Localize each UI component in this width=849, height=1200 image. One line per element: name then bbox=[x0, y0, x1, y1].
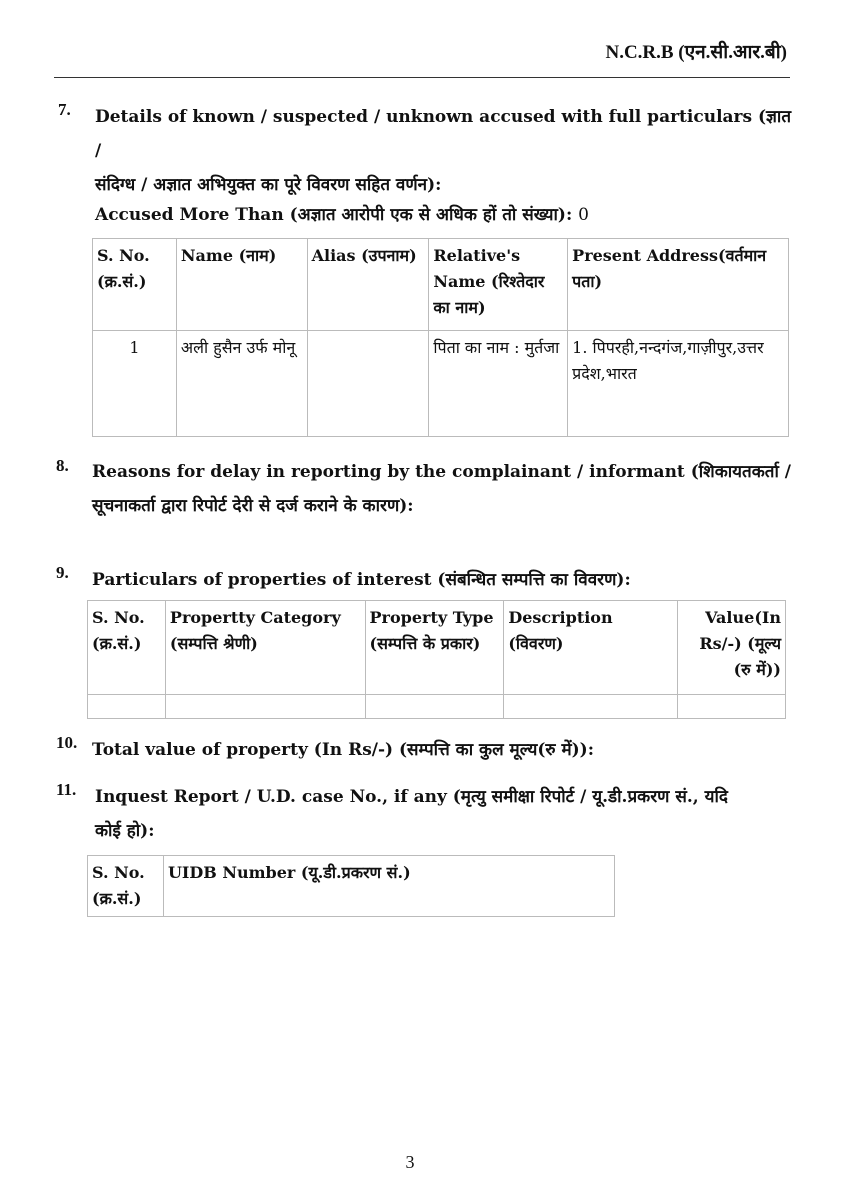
section-11-heading bbox=[95, 780, 795, 848]
section-8-line-2: सूचनाकर्ता द्वारा रिपोर्ट देरी से दर्ज कराने के कारण): bbox=[92, 496, 414, 516]
header-divider bbox=[54, 77, 790, 78]
section-9-number: 9. bbox=[56, 563, 69, 582]
section-10-number: 10. bbox=[56, 733, 78, 752]
empty-cell bbox=[165, 695, 365, 719]
section-7-line-1: Details of known / suspected / unknown accused with full particulars (ज्ञात / bbox=[95, 107, 792, 161]
table-row bbox=[88, 695, 786, 719]
section-7-heading bbox=[95, 100, 795, 202]
cell-name: अली हुसैन उर्फ मोनू bbox=[176, 331, 307, 437]
cell-relative-name: पिता का नाम : मुर्तजा bbox=[429, 331, 568, 437]
accused-more-than-label: Accused More Than (अज्ञात आरोपी एक से अधिक हों तो संख्या): bbox=[95, 205, 573, 225]
cell-sno: 1 bbox=[93, 331, 177, 437]
property-table-header-row bbox=[88, 601, 786, 695]
section-8-line-1: Reasons for delay in reporting by the complainant / informant (शिकायतकर्ता / bbox=[92, 462, 791, 482]
empty-cell bbox=[88, 695, 166, 719]
inquest-table-header-row bbox=[88, 856, 615, 917]
col-header-relative-name: Relative's Name (रिश्तेदार का नाम) bbox=[429, 239, 568, 331]
col-header-property-category: Propertty Category (सम्पत्ति श्रेणी) bbox=[165, 601, 365, 695]
empty-cell bbox=[365, 695, 504, 719]
table-row bbox=[93, 331, 789, 437]
col-header-alias: Alias (उपनाम) bbox=[307, 239, 429, 331]
col-header-name: Name (नाम) bbox=[176, 239, 307, 331]
accused-more-than-value: 0 bbox=[578, 205, 589, 225]
section-7-number: 7. bbox=[58, 100, 71, 119]
col-header-description: Description (विवरण) bbox=[504, 601, 678, 695]
inquest-table bbox=[87, 855, 615, 917]
empty-cell bbox=[504, 695, 678, 719]
section-8-heading bbox=[92, 455, 797, 523]
col-header-property-type: Property Type (सम्पत्ति के प्रकार) bbox=[365, 601, 504, 695]
section-10-heading: Total value of property (In Rs/-) (सम्पत्ति का कुल मूल्य(रु में)): bbox=[92, 740, 594, 760]
section-7-line-2: संदिग्ध / अज्ञात अभियुक्त का पूरे विवरण सहित वर्णन): bbox=[95, 175, 442, 195]
section-11-line-2: कोई हो): bbox=[95, 821, 155, 841]
document-header: N.C.R.B (एन.सी.आर.बी) bbox=[605, 42, 787, 63]
col-header-uidb-number: UIDB Number (यू.डी.प्रकरण सं.) bbox=[163, 856, 614, 917]
accused-table bbox=[92, 238, 789, 437]
cell-alias bbox=[307, 331, 429, 437]
empty-cell bbox=[678, 695, 786, 719]
section-11-number: 11. bbox=[56, 780, 77, 799]
cell-present-address: 1. पिपरही,नन्दगंज,गाज़ीपुर,उत्तर प्रदेश,भारत bbox=[568, 331, 789, 437]
section-11-line-1: Inquest Report / U.D. case No., if any (मृत्यु समीक्षा रिपोर्ट / यू.डी.प्रकरण सं., यदि bbox=[95, 787, 728, 807]
col-header-sno: S. No. (क्र.सं.) bbox=[93, 239, 177, 331]
col-header-present-address: Present Address(वर्तमान पता) bbox=[568, 239, 789, 331]
accused-table-header-row bbox=[93, 239, 789, 331]
property-table bbox=[87, 600, 786, 719]
col-header-value: Value(In Rs/-) (मूल्य (रु में)) bbox=[678, 601, 786, 695]
col-header-sno: S. No. (क्र.सं.) bbox=[88, 856, 164, 917]
section-9-heading: Particulars of properties of interest (संबन्धित सम्पत्ति का विवरण): bbox=[92, 570, 631, 590]
accused-more-than bbox=[95, 198, 589, 232]
page-number: 3 bbox=[405, 1152, 415, 1172]
section-8-number: 8. bbox=[56, 456, 69, 475]
col-header-sno: S. No. (क्र.सं.) bbox=[88, 601, 166, 695]
